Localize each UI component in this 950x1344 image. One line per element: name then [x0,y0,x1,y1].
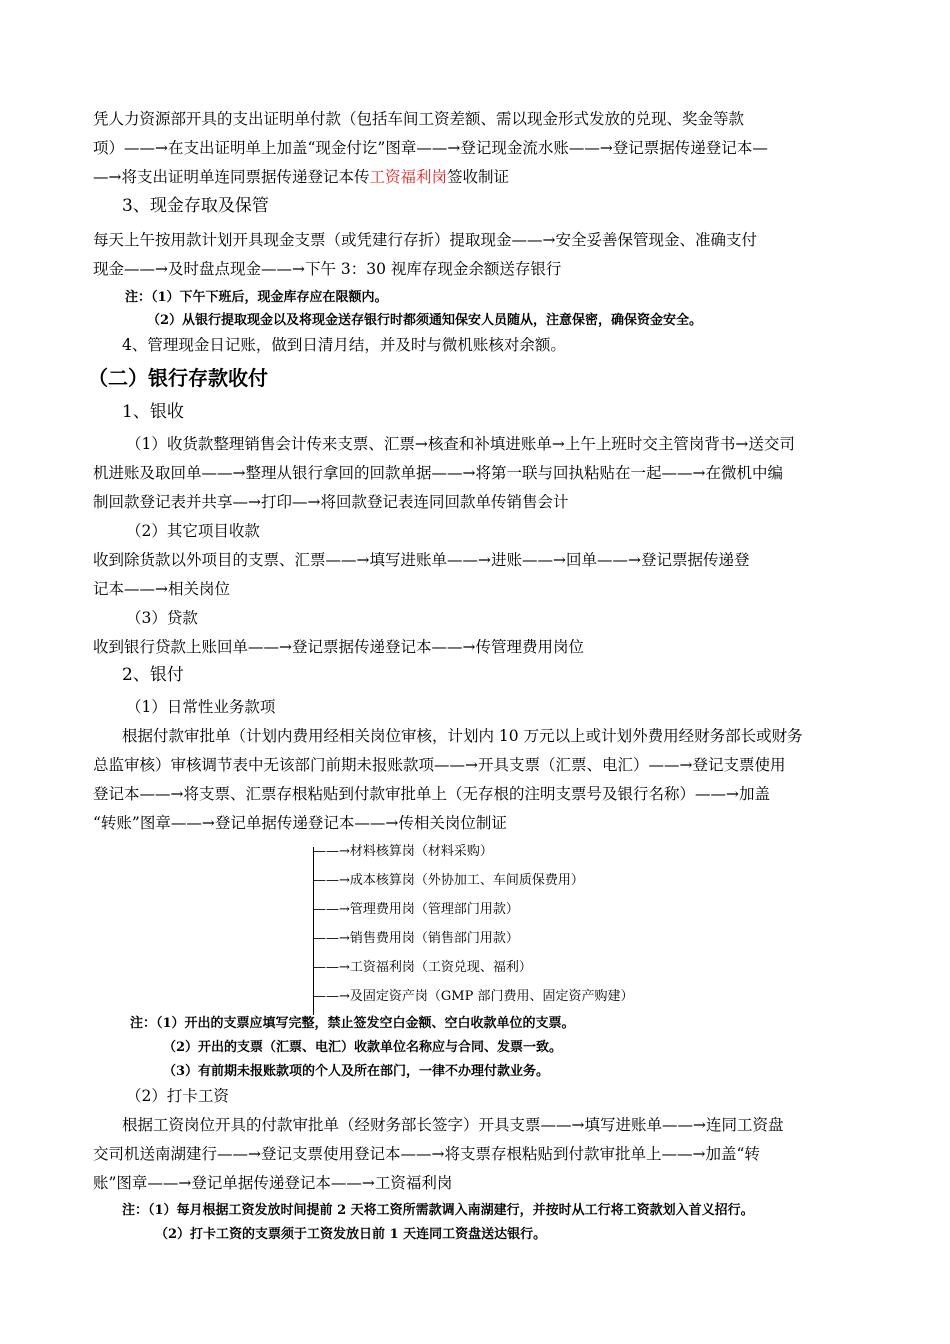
text-span: —→将支出证明单连同票据传递登记本传 [93,168,370,186]
text-line: 根据付款审批单（计划内费用经相关岗位审核，计划内 10 万元以上或计划外费用经财务部长或财务 [122,727,803,745]
branch-item: ——→工资福利岗（工资兑现、福利） [313,960,532,975]
text-span: 签收制证 [447,168,510,186]
branch-item: ——→成本核算岗（外协加工、车间质保费用） [313,873,584,888]
note-line: 注：（1）开出的支票应填写完整，禁止签发空白金额、空白收款单位的支票。 [130,1016,575,1031]
text-line: 登记本——→将支票、汇票存根粘贴到付款审批单上（无存根的注明支票号及银行名称）——→加盖 [93,785,770,803]
sub-heading: （2）打卡工资 [126,1087,229,1105]
section-heading: 2、银付 [122,665,184,685]
note-line: （2）从银行提取现金以及将现金送存银行时都须通知保安人员随从，注意保密，确保资金安全。 [147,313,703,328]
note-line: 注：（1）下午下班后，现金库存应在限额内。 [125,290,388,305]
text-line: 总监审核）审核调节表中无该部门前期未报账款项——→开具支票（汇票、电汇）——→登记支票使用 [93,756,786,774]
branch-item: ——→管理费用岗（管理部门用款） [313,902,519,917]
note-line: （2）打卡工资的支票须于工资发放日前 1 天连同工资盘送达银行。 [155,1227,547,1242]
text-line: 根据工资岗位开具的付款审批单（经财务部长签字）开具支票——→填写进账单——→连同工资盘 [122,1116,784,1134]
section-heading: 3、现金存取及保管 [122,196,269,216]
branch-item: ——→销售费用岗（销售部门用款） [313,931,519,946]
text-line: 4、管理现金日记账，做到日清月结，并及时与微机账核对余额。 [122,336,566,354]
text-line: “转账”图章——→登记单据传递登记本——→传相关岗位制证 [93,814,507,832]
branch-item: ——→材料核算岗（材料采购） [313,844,493,859]
text-line: 每天上午按用款计划开具现金支票（或凭建行存折）提取现金——→安全妥善保管现金、准确支付 [93,231,757,249]
text-line: 凭人力资源部开具的支出证明单付款（包括车间工资差额、需以现金形式发放的兑现、奖金等款 [93,110,745,128]
text-line: 交司机送南湖建行——→登记支票使用登记本——→将支票存根粘贴到付款审批单上——→加盖“转 [93,1145,760,1163]
section-title: （二）银行存款收付 [88,366,268,390]
sub-heading: （3）贷款 [126,609,198,627]
branch-item: ——→及固定资产岗（GMP 部门费用、固定资产购建） [313,989,634,1004]
note-line: （2）开出的支票（汇票、电汇）收款单位名称应与合同、发票一致。 [163,1040,563,1055]
text-line: 机进账及取回单——→整理从银行拿回的回款单据——→将第一联与回执粘贴在一起——→在微机中编 [93,464,783,482]
text-line: 记本——→相关岗位 [93,580,230,598]
text-line [93,166,509,188]
note-line: 注：（1）每月根据工资发放时间提前 2 天将工资所需款调入南湖建行，并按时从工行将工资款划入首义招行。 [122,1203,754,1218]
text-line: 账”图章——→登记单据传递登记本——→工资福利岗 [93,1174,453,1192]
text-line: 收到银行贷款上账回单——→登记票据传递登记本——→传管理费用岗位 [93,638,584,656]
text-line: 制回款登记表并共享—→打印—→将回款登记表连同回款单传销售会计 [93,493,569,511]
text-line: 收到除货款以外项目的支票、汇票——→填写进账单——→进账——→回单——→登记票据传递登 [93,551,750,569]
section-heading: 1、银收 [122,402,184,422]
note-line: （3）有前期未报账款项的个人及所在部门，一律不办理付款业务。 [163,1064,550,1079]
text-line: （1）收货款整理销售会计传来支票、汇票→核查和补填进账单→上午上班时交主管岗背书→送交司 [126,435,795,453]
text-line: 现金——→及时盘点现金——→下午 3：30 视库存现金余额送存银行 [93,260,562,278]
sub-heading: （2）其它项目收款 [126,522,260,540]
sub-heading: （1）日常性业务款项 [126,698,276,716]
highlight-text: 工资福利岗 [369,168,448,186]
text-line: 项）——→在支出证明单上加盖“现金付讫”图章——→登记现金流水账——→登记票据传递登记本— [93,139,768,157]
